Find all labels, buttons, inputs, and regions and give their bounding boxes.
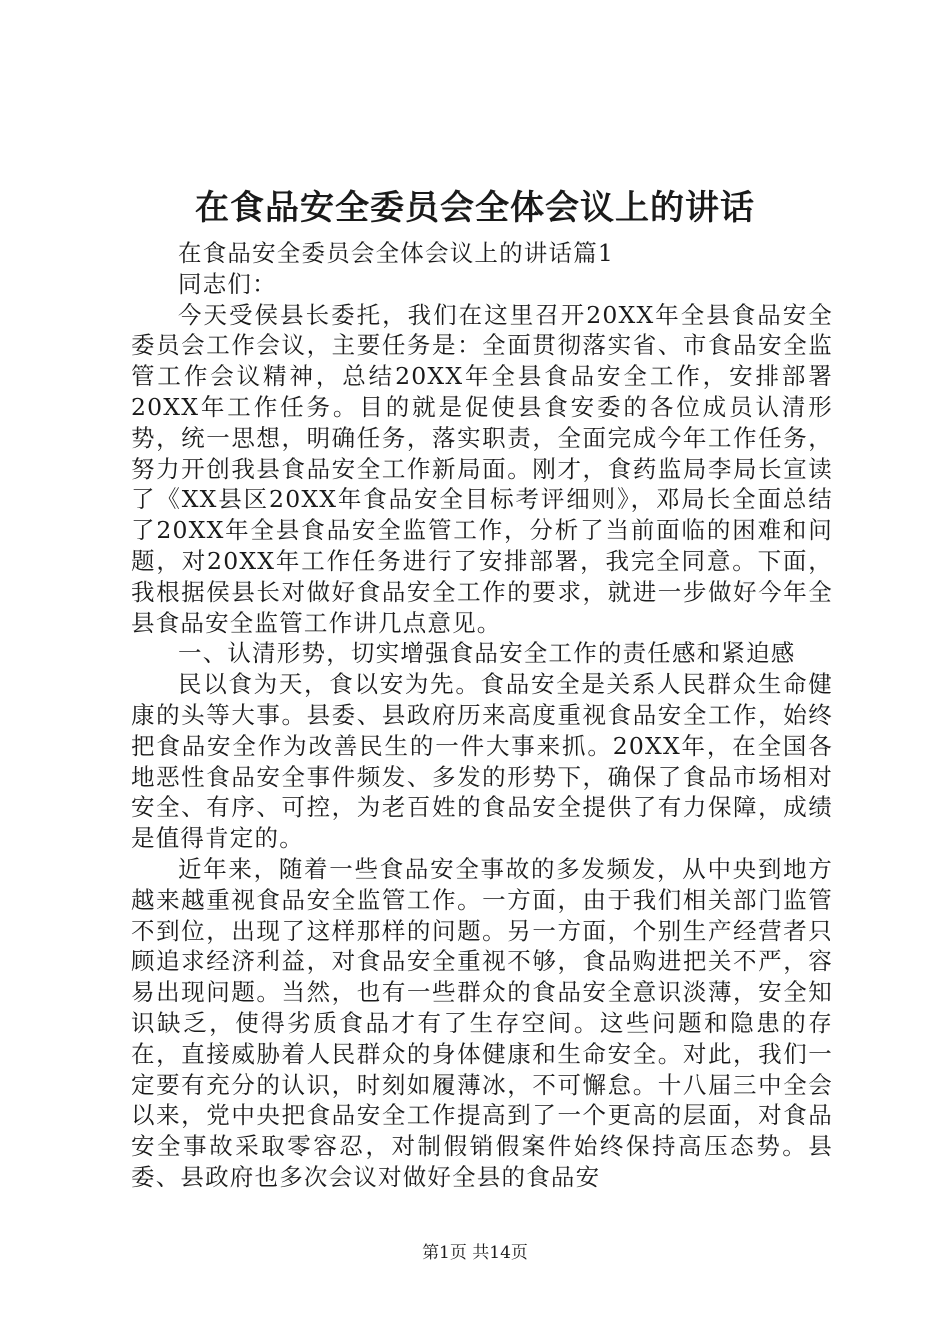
body-paragraph: 今天受侯县长委托，我们在这里召开20XX年全县食品安全委员会工作会议，主要任务是：全面贯彻落实省、市食品安全监管工作会议精神，总结20XX年全县食品安全工作，安排部署20XX年工作任务。目的就是促使县食安委的各位成员认清形势，统一思想，明确任务，落实职责，全面完成今年工作任务，努力开创我县食品安全工作新局面。刚才，食药监局李局长宣读了《XX县区20XX年食品安全目标考评细则》，邓局长全面总结了20XX年全县食品安全监管工作，分析了当前面临的困难和问题，对20XX年工作任务进行了安排部署，我完全同意。下面，我根据侯县长对做好食品安全工作的要求，就进一步做好今年全县食品安全监管工作讲几点意见。 — [131, 300, 833, 637]
document-body — [131, 238, 833, 1193]
salutation: 同志们： — [178, 269, 277, 298]
page-footer: 第1页 共14页 — [422, 1243, 528, 1263]
body-paragraph: 民以食为天，食以安为先。食品安全是关系人民群众生命健康的头等大事。县委、县政府历来高度重视食品安全工作，始终把食品安全作为改善民生的一件大事来抓。20XX年，在全国各地恶性食品安全事件频发、多发的形势下，确保了食品市场相对安全、有序、可控，为老百姓的食品安全提供了有力保障，成绩是值得肯定的。 — [131, 670, 833, 853]
document-title: 在食品安全委员会全体会议上的讲话 — [195, 188, 755, 228]
body-paragraph: 近年来，随着一些食品安全事故的多发频发，从中央到地方越来越重视食品安全监管工作。一方面，由于我们相关部门监管不到位，出现了这样那样的问题。另一方面，个别生产经营者只顾追求经济利益，对食品安全重视不够，食品购进把关不严，容易出现问题。当然，也有一些群众的食品安全意识淡薄，安全知识缺乏，使得劣质食品才有了生存空间。这些问题和隐患的存在，直接威胁着人民群众的身体健康和生命安全。对此，我们一定要有充分的认识，时刻如履薄冰，不可懈怠。十八届三中全会以来，党中央把食品安全工作提高到了一个更高的层面，对食品安全事故采取零容忍，对制假销假案件始终保持高压态势。县委、县政府也多次会议对做好全县的食品安 — [131, 854, 833, 1191]
section-heading: 一、认清形势，切实增强食品安全工作的责任感和紧迫感 — [178, 639, 796, 668]
section-heading: 在食品安全委员会全体会议上的讲话篇1 — [178, 239, 615, 267]
